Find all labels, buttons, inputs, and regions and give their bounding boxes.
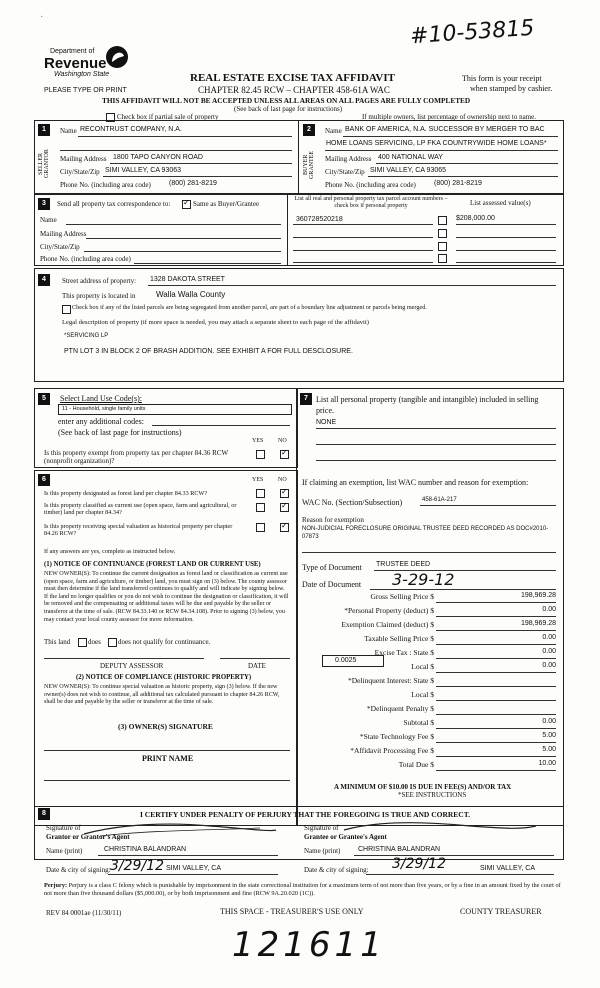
historic-question: Is this property receiving special valuation as historical property per chapter 84.26 RCW?: [44, 523, 233, 537]
grantor-sign-date: 3/29/12: [110, 858, 164, 874]
exempt-question: Is this property exempt from property tax per chapter 84.36 RCW (nonprofit organization)?: [44, 449, 228, 465]
seller-grantor-label: SELLER GRANTOR: [38, 149, 50, 179]
seller-city-label: City/State/Zip: [60, 168, 100, 176]
handwritten-file-number: #10-53815: [409, 15, 536, 50]
seller-phone-label: Phone No. (including area code): [60, 181, 151, 189]
land-use-value: 11 - Household, single family units: [62, 406, 146, 412]
rule: [66, 224, 281, 225]
rule: [110, 163, 292, 164]
buyer-name-line-2: HOME LOANS SERVICING, LP FKA COUNTRYWIDE HOME LOANS*: [326, 140, 547, 147]
corr-name-label: Name: [40, 216, 57, 224]
personal-property-checkbox-2[interactable]: [438, 229, 447, 238]
located-label: This property is located in: [62, 292, 136, 300]
personal-property-value: NONE: [316, 419, 337, 426]
continuance-title: (1) NOTICE OF CONTINUANCE (FOREST LAND OR CURRENT USE): [44, 561, 261, 568]
land-use-select[interactable]: [58, 404, 292, 415]
seller-phone: (800) 281-8219: [169, 180, 217, 187]
tax-row: [300, 634, 560, 646]
tax-row-value: 0.00: [542, 662, 556, 669]
rule: [368, 176, 558, 177]
multiple-owners-note: If multiple owners, list percentage of ownership next to name.: [362, 113, 536, 121]
legal-label: Legal description of property (if more space is needed, you may attach a separate sheet to each page of the affidavit): [62, 319, 369, 326]
county-treasurer: COUNTY TREASURER: [460, 907, 542, 916]
current-use-no-checkbox[interactable]: [280, 503, 289, 512]
grantee-sign-date: 3/29/12: [392, 856, 446, 872]
rule: [220, 658, 290, 659]
tax-row-label: Exemption Claimed (deduct) $: [341, 620, 434, 629]
grantee-agent-label: Grantee or Grantee's Agent: [304, 833, 387, 841]
buyer-name-line-1: BANK OF AMERICA, N.A. SUCCESSOR BY MERGER TO BAC: [345, 126, 545, 133]
tax-row-line: [436, 700, 556, 701]
tax-row-label: Gross Selling Price $: [370, 592, 434, 601]
parcel-header: List all real and personal property tax parcel account numbers – check box if personal property: [294, 196, 448, 209]
land-does-checkbox[interactable]: [78, 638, 87, 647]
deputy-assessor-label: DEPUTY ASSESSOR: [100, 662, 164, 670]
tax-row: [300, 592, 560, 604]
rule: [293, 250, 433, 251]
section-8-number: 8: [38, 808, 50, 820]
doc-date-label: Date of Document: [302, 580, 362, 589]
tax-row-label: Local $: [411, 662, 434, 671]
wac-label: WAC No. (Section/Subsection): [302, 498, 403, 507]
sec6-no-header: NO: [278, 477, 287, 483]
owner-signature-label: (3) OWNER(S) SIGNATURE: [118, 722, 213, 731]
tax-row-value: 5.00: [542, 732, 556, 739]
corr-phone-label: Phone No. (including area code): [40, 255, 131, 263]
tax-row-line: [436, 742, 556, 743]
rule: [44, 658, 204, 659]
assessed-header: List assessed value(s): [470, 199, 531, 207]
if-yes-note: If any answers are yes, complete as instructed below.: [44, 548, 176, 555]
sec5-yes-header: YES: [252, 438, 264, 444]
form-revision: REV 84 0001ae (11/30/11): [46, 909, 122, 917]
seller-address: 1800 TAPO CANYON ROAD: [113, 154, 203, 161]
minimum-due-note: A MINIMUM OF $10.00 IS DUE IN FEE(S) AND/OR TAX: [334, 783, 512, 791]
sec6-yes-header: YES: [252, 477, 264, 483]
tax-row-label: *Delinquent Interest: State $: [347, 676, 434, 685]
rule: [456, 250, 556, 251]
doc-type: TRUSTEE DEED: [376, 561, 431, 568]
completion-notice: THIS AFFIDAVIT WILL NOT BE ACCEPTED UNLESS ALL AREAS ON ALL PAGES ARE FULLY COMPLETED: [102, 96, 471, 105]
local-rate: 0.0025: [335, 657, 357, 664]
rule: [316, 444, 556, 445]
rule: [98, 855, 278, 856]
exempt-no-checkbox[interactable]: [280, 450, 289, 459]
handwritten-recording-number: 121611: [232, 925, 386, 965]
segregated-label: Check box if any of the listed parcels are being segregated from another parcel, are part of a boundary line adjustment or parcels being merged.: [72, 304, 427, 311]
scan-mark: ·: [40, 12, 44, 23]
historic-yes-checkbox[interactable]: [256, 523, 265, 532]
rule: [325, 150, 558, 151]
tax-row-value: 0.00: [542, 648, 556, 655]
perjury-label: Perjury:: [44, 882, 68, 889]
treasurer-space: THIS SPACE - TREASURER'S USE ONLY: [220, 907, 364, 916]
section-1-number: 1: [38, 124, 50, 136]
tax-row: [300, 718, 560, 730]
grantee-name-label: Name (print): [304, 847, 341, 855]
grantor-sig-label: Signature of: [46, 824, 81, 832]
rule: [293, 237, 433, 238]
current-use-yes-checkbox[interactable]: [256, 503, 265, 512]
additional-codes-label: enter any additional codes:: [58, 417, 144, 426]
section-6-number: 6: [38, 474, 50, 486]
forest-no-checkbox[interactable]: [280, 489, 289, 498]
buyer-addr-label: Mailing Address: [325, 155, 372, 163]
grantee-signature-icon: [340, 816, 540, 838]
land-does-not-checkbox[interactable]: [108, 638, 117, 647]
rule: [302, 552, 556, 553]
assessed-value: $208,000.00: [456, 215, 495, 222]
buyer-phone-label: Phone No. (including area code): [325, 181, 416, 189]
tax-row-line: [436, 616, 556, 617]
grantee-sign-city: SIMI VALLEY, CA: [480, 865, 535, 872]
form-title: REAL ESTATE EXCISE TAX AFFIDAVIT: [190, 72, 395, 84]
tax-row: [300, 676, 560, 688]
see-back-note: (See back of last page for instructions): [234, 105, 343, 113]
buyer-name-label: Name: [325, 127, 342, 135]
same-as-buyer-label: Same as Buyer/Grantee: [193, 200, 260, 208]
certify-statement: I CERTIFY UNDER PENALTY OF PERJURY THAT THE FOREGOING IS TRUE AND CORRECT.: [140, 810, 471, 819]
tax-row: [300, 732, 560, 744]
tax-row-label: *Delinquent Penalty $: [366, 704, 434, 713]
seller-name: RECONTRUST COMPANY, N.A.: [80, 126, 182, 133]
parties-divider: [298, 120, 299, 194]
continuance-text: NEW OWNER(S): To continue the current designation as forest land or classification as current use (open space, farm and agriculture, or timber) land, you must sign on (3) below. The county assessor must then determine if the land transferred continues to qualify and will indicate by signing below. If the land no longer qualifies or you do not wish to continue the designation or classification, it will be removed and the compensating or additional taxes will be due and payable by the seller or transferor at the time of sale. (RCW 84.33.140 or RCW 84.34.108). Prior to signing (3) below, you may contact your local county assessor for more information.: [44, 571, 289, 623]
rule: [456, 262, 556, 263]
rule: [44, 750, 290, 751]
parcel-number: 360728520218: [296, 216, 343, 223]
rule: [86, 238, 281, 239]
grantee-date-label: Date & city of signing:: [304, 866, 369, 874]
tax-row-label: Taxable Selling Price $: [364, 634, 434, 643]
tax-row-value: 0.00: [542, 634, 556, 641]
tax-row: [300, 760, 560, 772]
rule: [456, 237, 556, 238]
perjury-text: Perjury is a class C felony which is punishable by imprisonment in the state correctional institution for a maximum term of not more than five years, or by a fine in an amount fixed by the court of not more than five thousand dollars ($5,000.00), or by both imprisonment and fine (RCW 9A.20.020 (1C)).: [44, 882, 561, 897]
print-name-label: PRINT NAME: [142, 754, 194, 763]
doc-type-label: Type of Document: [302, 563, 362, 572]
forest-question: Is this property designated as forest land per chapter 84.33 RCW?: [44, 490, 208, 497]
seller-name-label: Name: [60, 127, 77, 135]
logo-dept-top: Department of: [50, 48, 95, 55]
tax-row-value: 5.00: [542, 746, 556, 753]
tax-row-value: 198,969.28: [520, 592, 556, 599]
tax-corr-label: Send all property tax correspondence to:: [57, 200, 171, 208]
partial-sale-label: Check box if partial sale of property: [117, 113, 219, 121]
corr-city-label: City/State/Zip: [40, 243, 80, 251]
grantor-sign-city: SIMI VALLEY, CA: [166, 865, 221, 872]
rule: [370, 589, 556, 590]
tax-row-line: [436, 658, 556, 659]
tax-row-label: Local $: [411, 690, 434, 699]
logo-dept-sub: Washington State: [54, 71, 110, 78]
tax-row-value: 0.00: [542, 718, 556, 725]
seller-addr-label: Mailing Address: [60, 155, 107, 163]
grantee-name: CHRISTINA BALANDRAN: [358, 846, 441, 853]
logo-dept-main: Revenue: [44, 55, 107, 72]
perjury-notice: [44, 882, 564, 898]
tax-row-value: 198,969.28: [520, 620, 556, 627]
rule: [108, 874, 278, 875]
grantee-sig-label: Signature of: [304, 824, 339, 832]
rule: [354, 855, 554, 856]
forest-yes-checkbox[interactable]: [256, 489, 265, 498]
wac-intro: If claiming an exemption, list WAC number and reason for exemption:: [302, 478, 529, 487]
legal-description: PTN LOT 3 IN BLOCK 2 OF BRASH ADDITION. SEE EXHIBIT A FOR FULL DESCLOSURE.: [64, 348, 353, 355]
tax-row: [300, 606, 560, 618]
grantor-date-label: Date & city of signing:: [46, 866, 111, 874]
section-3-number: 3: [38, 198, 50, 210]
rule: [84, 251, 281, 252]
does-label: does: [88, 638, 101, 646]
rule: [78, 136, 292, 137]
sec5-no-header: NO: [278, 438, 287, 444]
tax-row-line: [436, 714, 556, 715]
see-instructions: *SEE INSTRUCTIONS: [398, 791, 467, 799]
grantor-signature-icon: [80, 818, 280, 840]
rule: [316, 460, 556, 461]
rule: [148, 285, 556, 286]
rule: [134, 263, 281, 264]
seller-city: SIMI VALLEY, CA 93063: [105, 167, 182, 174]
tax-row-line: [436, 686, 556, 687]
rule: [293, 262, 433, 263]
receipt-note-1: This form is your receipt: [462, 74, 542, 83]
tax-row-value: 10.00: [538, 760, 556, 767]
section-5-number: 5: [38, 393, 50, 405]
revenue-logo-icon: [104, 44, 130, 70]
does-not-label: does not qualify for continuance.: [118, 638, 211, 646]
tax-row-line: [436, 630, 556, 631]
segregated-checkbox[interactable]: [62, 305, 71, 314]
rule: [366, 874, 554, 875]
form-chapter: CHAPTER 82.45 RCW – CHAPTER 458-61A WAC: [198, 85, 390, 95]
compliance-title: (2) NOTICE OF COMPLIANCE (HISTORIC PROPERTY): [76, 674, 252, 681]
grantor-name: CHRISTINA BALANDRAN: [104, 846, 187, 853]
tax-row: [300, 704, 560, 716]
rule: [343, 136, 558, 137]
personal-property-checkbox-4[interactable]: [438, 254, 447, 263]
land-use-see-back: (See back of last page for instructions): [58, 428, 182, 437]
section-3-divider: [287, 194, 288, 266]
rule: [44, 780, 290, 781]
historic-no-checkbox[interactable]: [280, 523, 289, 532]
section-4-number: 4: [38, 274, 50, 286]
tax-row-line: [436, 728, 556, 729]
street-label: Street address of property:: [62, 277, 137, 285]
doc-date-handwritten: 3-29-12: [392, 570, 455, 589]
same-as-buyer-checkbox[interactable]: [182, 200, 191, 209]
buyer-city: SIMI VALLEY, CA 93065: [370, 167, 447, 174]
personal-property-checkbox-1[interactable]: [438, 216, 447, 225]
rule: [456, 224, 556, 225]
tax-row-line: [436, 602, 556, 603]
tax-row: [300, 620, 560, 632]
street-address: 1328 DAKOTA STREET: [150, 276, 225, 283]
servicing-note: *SERVICING LP: [64, 333, 109, 339]
this-land-label: This land: [44, 638, 71, 646]
tax-row: [300, 690, 560, 702]
tax-row-label: *Personal Property (deduct) $: [344, 606, 434, 615]
tax-row-label: Subtotal $: [403, 718, 434, 727]
buyer-grantee-label: BUYER GRANTEE: [303, 151, 315, 179]
rule: [376, 163, 558, 164]
rule: [293, 224, 433, 225]
grantor-name-label: Name (print): [46, 847, 83, 855]
rule: [103, 176, 292, 177]
please-type: PLEASE TYPE OR PRINT: [44, 87, 127, 94]
rule: [152, 425, 290, 426]
exempt-yes-checkbox[interactable]: [256, 450, 265, 459]
buyer-city-label: City/State/Zip: [325, 168, 365, 176]
reason-label: Reason for exemption: [302, 516, 364, 524]
section-2-number: 2: [303, 124, 315, 136]
rule: [316, 428, 556, 429]
rule: [60, 150, 292, 151]
tax-row-line: [436, 756, 556, 757]
department-logo: [44, 44, 134, 78]
tax-row-label: Excise Tax : State $: [374, 648, 434, 657]
rule: [420, 505, 556, 506]
tax-row-line: [436, 672, 556, 673]
tax-row: [300, 746, 560, 758]
county: Walla Walla County: [156, 290, 226, 299]
wac-number: 458-61A-217: [422, 497, 457, 503]
grantor-agent-label: Grantor or Grantor's Agent: [46, 833, 130, 841]
personal-property-checkbox-3[interactable]: [438, 242, 447, 251]
buyer-address: 400 NATIONAL WAY: [378, 154, 443, 161]
section-7-number: 7: [300, 393, 312, 405]
receipt-note-2: when stamped by cashier.: [470, 84, 553, 93]
buyer-phone: (800) 281-8219: [434, 180, 482, 187]
local-rate-box[interactable]: [322, 655, 384, 667]
personal-property-label: List all personal property (tangible and intangible) included in selling price.: [316, 395, 539, 415]
exemption-reason: NON-JUDICIAL FORECLOSURE ORIGINAL TRUSTEE DEED RECORDED AS DOC#2010-07873: [302, 526, 549, 540]
assessor-date-label: DATE: [248, 662, 266, 670]
tax-row-line: [436, 644, 556, 645]
tax-row-label: Total Due $: [398, 760, 434, 769]
land-use-label: Select Land Use Code(s):: [60, 394, 142, 403]
tax-row-value: 0.00: [542, 606, 556, 613]
compliance-text: NEW OWNER(S): To continue special valuation as historic property, sign (3) below. If the new owner(s) does not wish to continue, all additional tax calculated pursuant to chapter 84.26 RCW, shall be due and payable by the seller or transferor at the time of sale.: [44, 684, 280, 706]
corr-addr-label: Mailing Address: [40, 230, 87, 238]
current-use-question: Is this property classified as current use (open space, farm and agricultural, or timber) land per chapter 84.34?: [44, 502, 237, 516]
tax-row-label: *State Technology Fee $: [359, 732, 434, 741]
tax-row-line: [436, 770, 556, 771]
tax-row-label: *Affidavit Processing Fee $: [350, 746, 434, 755]
